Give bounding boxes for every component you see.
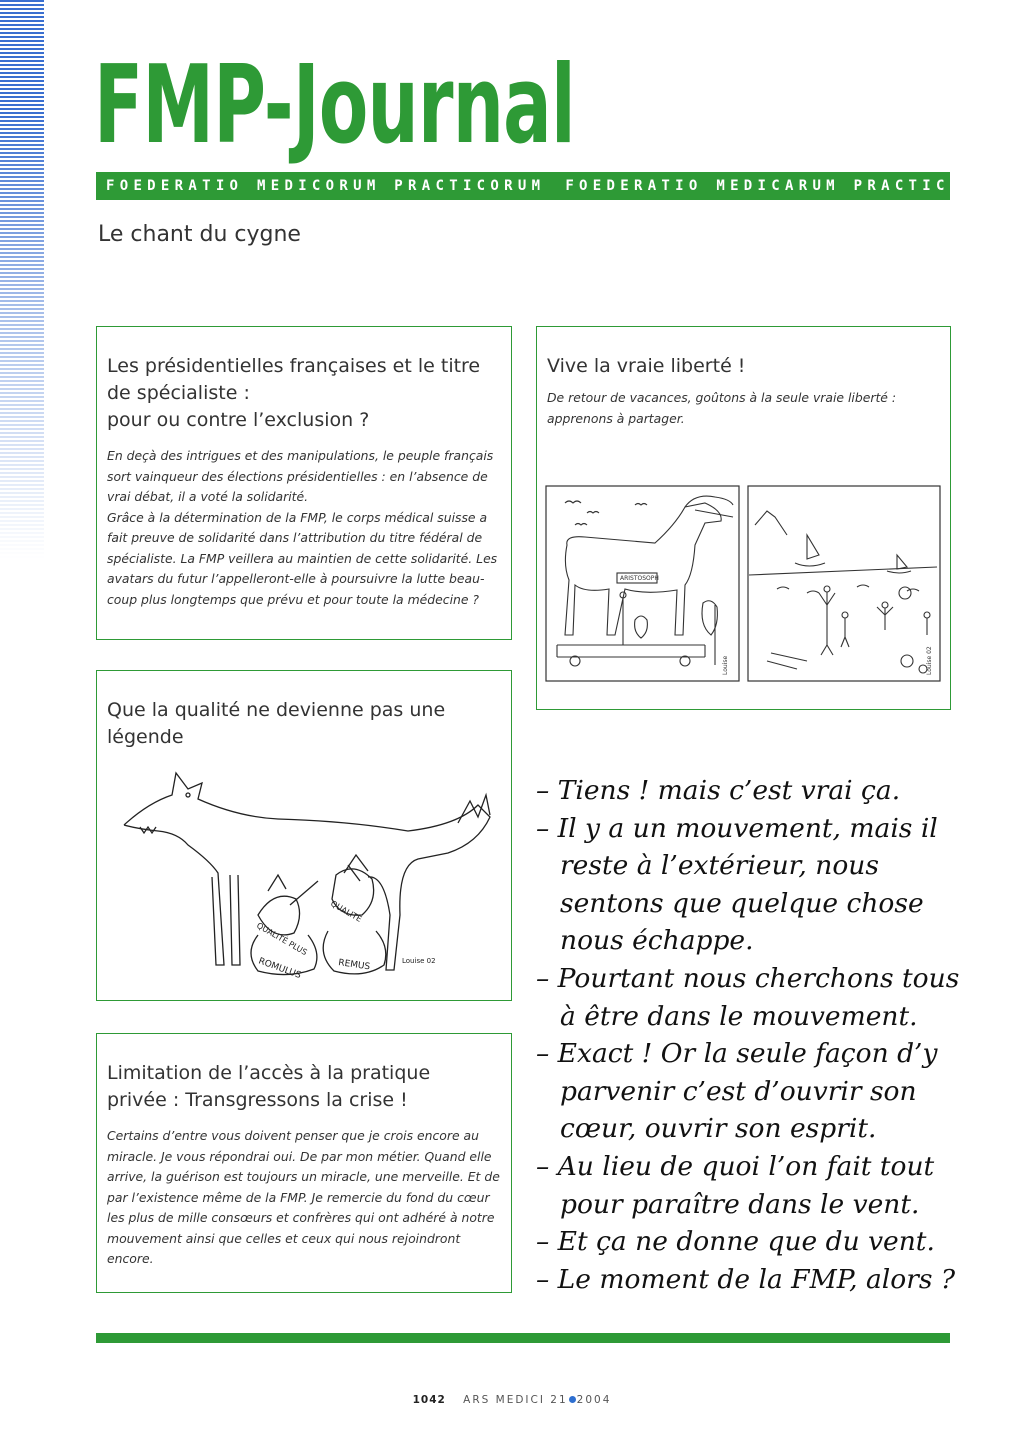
bottom-rule bbox=[96, 1333, 950, 1343]
article-vraie-liberte-text bbox=[547, 388, 940, 429]
dialogue-line: – Pourtant nous cherchons tous à être dans le mouvement. bbox=[536, 962, 960, 1032]
base-label-romulus: ROMULUS bbox=[256, 956, 303, 982]
side-stripe-fade bbox=[0, 0, 44, 560]
drawing-signature: Louise 02 bbox=[402, 957, 436, 965]
title-line: légende bbox=[107, 726, 184, 748]
footer-dot bbox=[569, 1396, 576, 1403]
text-line: De retour de vacances, goûtons à la seule vraie liberté : bbox=[547, 390, 897, 405]
text-line: miracle. Je vous répondrai oui. De par mon métier. Quand elle bbox=[107, 1148, 492, 1164]
article-limitation-text bbox=[107, 1126, 501, 1270]
masthead-band bbox=[96, 172, 1005, 200]
title-line: Que la qualité ne devienne pas une bbox=[107, 699, 446, 721]
text-line: fait preuve de solidarité dans l’attribution du titre fédéral de bbox=[107, 530, 483, 545]
article-presidentielles-text bbox=[107, 446, 501, 610]
article-presidentielles-title bbox=[107, 353, 501, 434]
dialogue-line: – Au lieu de quoi l’on fait tout pour paraître dans le vent. bbox=[536, 1150, 935, 1220]
dialogue-line: – Tiens ! mais c’est vrai ça. bbox=[536, 775, 901, 806]
drawing-signature: Louise 02 bbox=[926, 646, 933, 675]
twin-label-right: QUALITÉ bbox=[329, 898, 364, 924]
text-line: Grâce à la détermination de la FMP, le corps médical suisse a bbox=[107, 509, 488, 525]
page-footer bbox=[0, 1394, 1024, 1406]
publication-name: ARS MEDICI 21 bbox=[463, 1394, 568, 1406]
text-line: mouvement ainsi que celles et ceux qui nous rejoindront bbox=[107, 1230, 461, 1246]
publication-year: 2004 bbox=[576, 1394, 612, 1406]
dialogue-line: – Le moment de la FMP, alors ? bbox=[536, 1263, 956, 1295]
dialogue-line: – Exact ! Or la seule façon d’y parvenir c’est d’ouvrir son cœur, ouvrir son esprit. bbox=[536, 1038, 938, 1145]
article-vraie-liberte-title: Vive la vraie liberté ! bbox=[547, 355, 746, 377]
title-line: pour ou contre l’exclusion ? bbox=[107, 409, 370, 431]
text-line: spécialiste. La FMP veillera au maintien de cette solidarité. Les bbox=[107, 550, 498, 566]
she-wolf-drawing bbox=[118, 765, 498, 987]
text-line: sort vainqueur des élections présidentielles : en l’absence de bbox=[107, 468, 488, 484]
text-line: Certains d’entre vous doivent penser que je crois encore au bbox=[107, 1128, 479, 1143]
text-line: En deçà des intrigues et des manipulations, le peuple français bbox=[107, 448, 494, 463]
text-line: vrai débat, il a voté la solidarité. bbox=[107, 489, 309, 504]
article-presidentielles bbox=[96, 326, 512, 640]
title-line: Les présidentielles françaises et le titre bbox=[107, 355, 481, 377]
text-line: arrive, la guérison est toujours un miracle, une merveille. Et de bbox=[107, 1169, 500, 1184]
text-line: coup plus longtemps que prévu et pour toute la médecine ? bbox=[107, 591, 480, 607]
masthead-band-left: FOEDERATIO MEDICORUM PRACTICORUM bbox=[106, 178, 546, 194]
article-qualite-title bbox=[107, 697, 501, 751]
beach-scene-drawing bbox=[747, 485, 941, 682]
base-label-remus: REMUS bbox=[337, 958, 371, 973]
text-line: apprenons à partager. bbox=[547, 410, 685, 426]
sign-label: ARISTOSOPH bbox=[620, 575, 659, 582]
title-line: privée : Transgressons la crise ! bbox=[107, 1089, 408, 1111]
page-number: 1042 bbox=[412, 1394, 446, 1406]
text-line: avatars du futur l’appelleront-elle à poursuivre la lutte beau- bbox=[107, 571, 485, 586]
dialogue-column bbox=[536, 772, 966, 1298]
title-line: Limitation de l’accès à la pratique bbox=[107, 1062, 431, 1084]
dialogue-line: – Et ça ne donne que du vent. bbox=[536, 1226, 935, 1258]
article-limitation-acces bbox=[96, 1033, 512, 1293]
text-line: encore. bbox=[107, 1251, 154, 1266]
article-limitation-title bbox=[107, 1060, 501, 1114]
text-line: les plus de mille consœurs et confrères qui ont adhéré à notre bbox=[107, 1210, 495, 1225]
trojan-horse-drawing bbox=[545, 485, 740, 682]
journal-title: FMP-Journal bbox=[94, 43, 575, 168]
page-subtitle: Le chant du cygne bbox=[98, 222, 301, 247]
twin-label-left: QUALITÉ PLUS bbox=[255, 920, 309, 958]
dialogue-line: – Il y a un mouvement, mais il reste à l’extérieur, nous sentons que quelque chose nous échappe. bbox=[536, 812, 938, 957]
text-line: par l’existence même de la FMP. Je remercie du fond du cœur bbox=[107, 1189, 490, 1205]
title-line: de spécialiste : bbox=[107, 382, 250, 404]
masthead-band-right: FOEDERATIO MEDICARUM PRACTICARUM bbox=[565, 178, 1005, 194]
drawing-signature: Louise bbox=[722, 655, 729, 675]
